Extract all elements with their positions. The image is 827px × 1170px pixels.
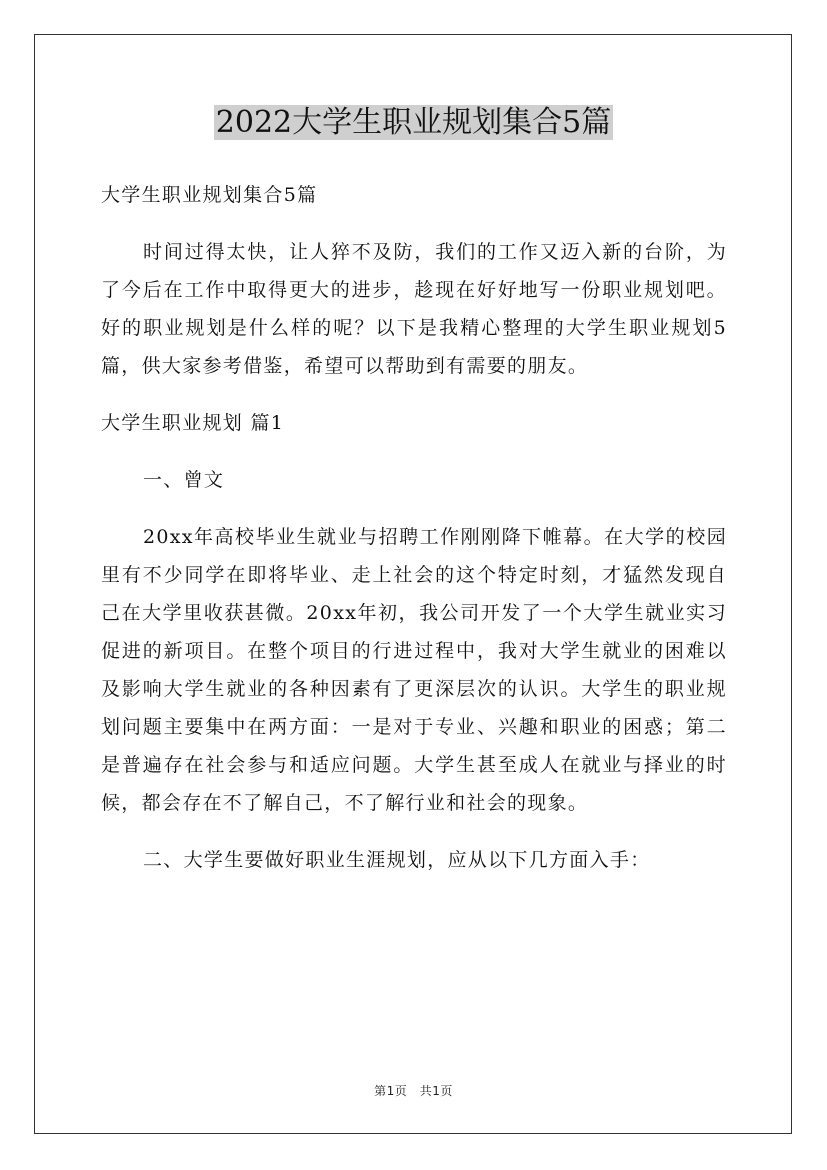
part-heading: 二、大学生要做好职业生涯规划，应从以下几方面入手： (143, 849, 651, 871)
document-title-text: 2022大学生职业规划集合5篇 (215, 105, 612, 140)
document-subtitle: 大学生职业规划集合5篇 (101, 184, 318, 206)
section-heading: 大学生职业规划 篇1 (101, 412, 285, 434)
document-body (101, 176, 727, 898)
intro-paragraph: 时间过得太快，让人猝不及防，我们的工作又迈入新的台阶，为了今后在工作中取得更大的进步，趁现在好好地写一份职业规划吧。好的职业规划是什么样的呢？以下是我精心整理的大学生职业规划5篇，供大家参考借鉴，希望可以帮助到有需要的朋友。 (101, 241, 727, 377)
part-heading: 一、曾文 (143, 469, 225, 491)
document-title (0, 102, 827, 144)
body-paragraph: 20xx年高校毕业生就业与招聘工作刚刚降下帷幕。在大学的校园里有不少同学在即将毕业、走上社会的这个特定时刻，才猛然发现自己在大学里收获甚微。20xx年初，我公司开发了一个大学生就业实习促进的新项目。在整个项目的行进过程中，我对大学生就业的困难以及影响大学生就业的各种因素有了更深层次的认识。大学生的职业规划问题主要集中在两方面：一是对于专业、兴趣和职业的困惑；第二是普遍存在社会参与和适应问题。大学生甚至成人在就业与择业的时候，都会存在不了解自己，不了解行业和社会的现象。 (101, 526, 727, 814)
page-footer: 第1页 共1页 (374, 1084, 453, 1098)
